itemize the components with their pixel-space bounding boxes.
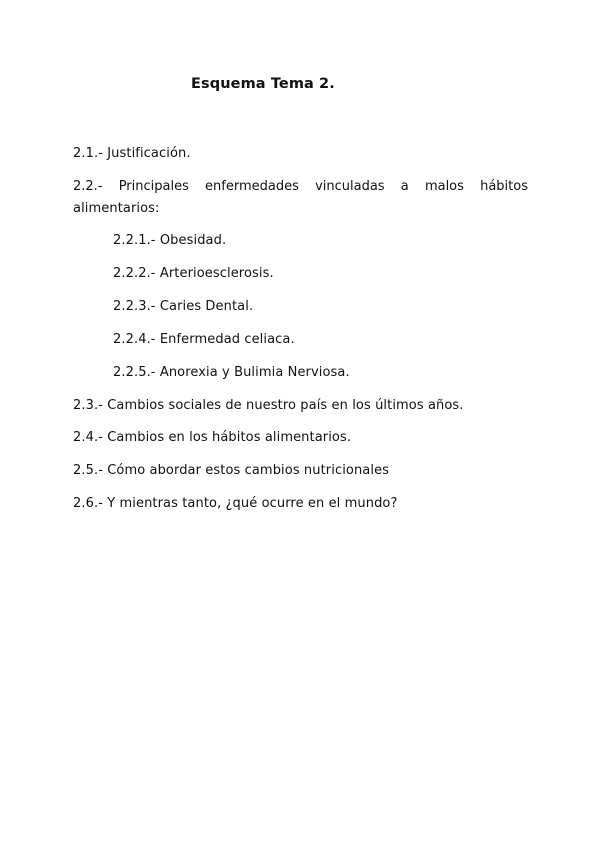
outline-word: a	[400, 179, 409, 194]
outline-item-2-5: 2.5.- Cómo abordar estos cambios nutricionales	[73, 463, 390, 478]
outline-word: enfermedades	[205, 179, 299, 194]
outline-item-2-4: 2.4.- Cambios en los hábitos alimentarios.	[73, 430, 352, 445]
outline-item-2-2-2: 2.2.2.- Arterioesclerosis.	[113, 266, 274, 281]
outline-word: Principales	[118, 179, 189, 194]
outline-item-2-2-4: 2.2.4.- Enfermedad celiaca.	[113, 332, 295, 347]
outline-item-2-1: 2.1.- Justificación.	[73, 146, 191, 161]
outline-item-2-2-1: 2.2.1.- Obesidad.	[113, 233, 227, 248]
outline-item-2-2-line2: alimentarios:	[73, 201, 160, 216]
outline-word: hábitos	[480, 179, 528, 194]
outline-item-2-2-5: 2.2.5.- Anorexia y Bulimia Nerviosa.	[113, 365, 350, 380]
outline-word: vinculadas	[315, 179, 385, 194]
outline-item-2-6: 2.6.- Y mientras tanto, ¿qué ocurre en el mundo?	[73, 496, 398, 511]
outline-item-2-2-3: 2.2.3.- Caries Dental.	[113, 299, 254, 314]
outline-item-2-3: 2.3.- Cambios sociales de nuestro país en los últimos años.	[73, 398, 464, 413]
outline-word: 2.2.-	[73, 179, 103, 194]
outline-word: malos	[424, 179, 464, 194]
document-title: Esquema Tema 2.	[191, 76, 335, 92]
outline-item-2-2-line1	[73, 179, 528, 194]
